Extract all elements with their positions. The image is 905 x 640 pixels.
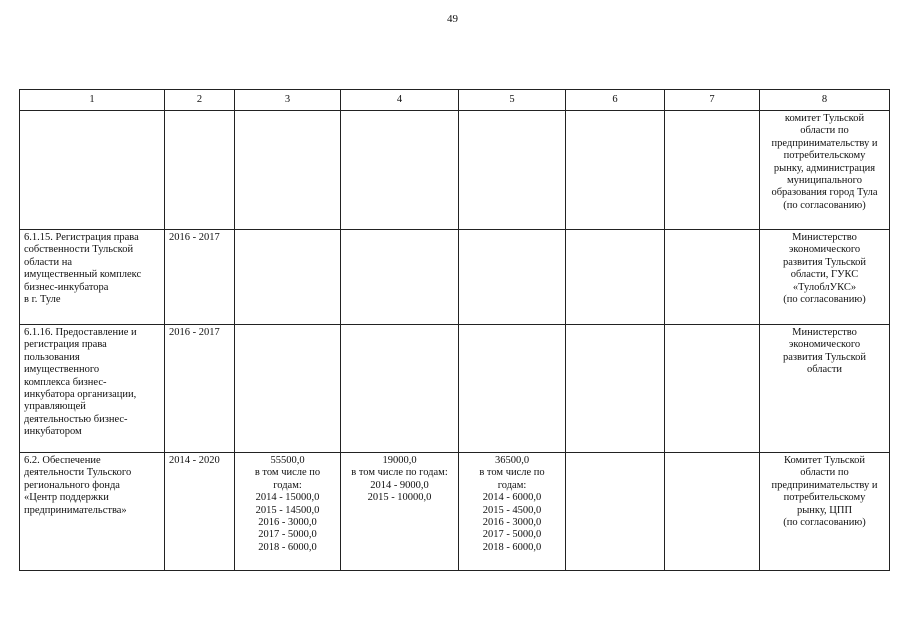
- table-cell-col-3: [235, 453, 341, 571]
- cell-text-line: бизнес-инкубатора: [24, 281, 109, 293]
- cell-text-line: инкубатором: [24, 426, 82, 438]
- table-cell-col-2: [165, 111, 235, 230]
- cell-text-line: Министерство: [792, 327, 857, 338]
- cell-text-line: управляющей: [24, 401, 86, 413]
- cell-text-line: «Центр поддержки: [24, 492, 109, 504]
- table-cell-col-3: [235, 111, 341, 230]
- cell-text-line: 2016 - 2017: [169, 327, 220, 338]
- cell-text-line: 2014 - 2020: [169, 455, 220, 466]
- cell-text-line: 2014 - 6000,0: [482, 492, 542, 504]
- cell-text-line: 2015 - 14500,0: [255, 504, 320, 516]
- header-col-1: 1: [20, 90, 165, 111]
- cell-text-line: области по: [800, 125, 849, 137]
- table-cell-col-7: [665, 111, 760, 230]
- header-col-2: 2: [165, 90, 235, 111]
- table-cell-col-6: [566, 111, 665, 230]
- cell-text-line: области, ГУКС: [790, 269, 859, 281]
- table-row: [20, 325, 890, 453]
- table-cell-col-4: [341, 111, 459, 230]
- table-cell-col-4: [341, 230, 459, 325]
- cell-text-line: годам:: [497, 479, 527, 491]
- cell-text-line: образования город Тула: [771, 187, 878, 199]
- cell-text-line: 2017 - 5000,0: [258, 529, 317, 541]
- cell-text-line: предпринимательства»: [24, 504, 127, 516]
- cell-text-line: развития Тульской: [782, 256, 867, 268]
- cell-text-line: 19000,0: [382, 455, 417, 466]
- cell-text-line: в г. Туле: [24, 294, 61, 306]
- program-table: [19, 89, 890, 571]
- header-col-4: 4: [341, 90, 459, 111]
- header-col-3: 3: [235, 90, 341, 111]
- table-cell-col-3: [235, 230, 341, 325]
- table-cell-col-8: [760, 325, 890, 453]
- cell-text-line: «ТулоблУКС»: [792, 281, 857, 293]
- cell-text-line: 2016 - 3000,0: [482, 517, 542, 529]
- table-cell-col-2: [165, 230, 235, 325]
- cell-text-line: предпринимательству и: [771, 137, 878, 149]
- table-cell-col-2: [165, 325, 235, 453]
- cell-text-line: 6.1.16. Предоставление и: [24, 327, 137, 338]
- table-cell-col-8: [760, 111, 890, 230]
- cell-text-line: области по: [800, 467, 849, 479]
- cell-text-line: (по согласованию): [783, 294, 866, 306]
- table-cell-col-6: [566, 230, 665, 325]
- cell-text-line: комитет Тульской: [784, 113, 865, 124]
- cell-text-line: имущественного: [24, 364, 100, 376]
- cell-text-line: 2017 - 5000,0: [482, 529, 542, 541]
- cell-text-line: собственности Тульской: [24, 244, 134, 256]
- table-cell-col-7: [665, 453, 760, 571]
- cell-text-line: 2014 - 15000,0: [255, 492, 320, 504]
- cell-text-line: потребительскому: [783, 150, 866, 162]
- table-row: [20, 453, 890, 571]
- table-cell-col-1: [20, 230, 165, 325]
- cell-text-line: комплекса бизнес-: [24, 376, 107, 388]
- table-cell-col-7: [665, 325, 760, 453]
- header-col-8: 8: [760, 90, 890, 111]
- cell-text-line: области: [806, 364, 843, 376]
- table-row: [20, 230, 890, 325]
- cell-text-line: имущественный комплекс: [24, 269, 142, 281]
- table-cell-col-5: [459, 325, 566, 453]
- table-cell-col-2: [165, 453, 235, 571]
- cell-text-line: потребительскому: [783, 492, 866, 504]
- cell-text-line: развития Тульской: [782, 351, 867, 363]
- cell-text-line: 6.2. Обеспечение: [24, 455, 101, 466]
- header-row: [20, 90, 890, 111]
- cell-text-line: экономического: [788, 339, 861, 351]
- table-cell-col-3: [235, 325, 341, 453]
- cell-text-line: регистрация права: [24, 339, 107, 351]
- table-cell-col-1: [20, 111, 165, 230]
- cell-text-line: рынку, администрация: [773, 162, 876, 174]
- header-col-6: 6: [566, 90, 665, 111]
- table-cell-col-5: [459, 230, 566, 325]
- cell-text-line: 36500,0: [494, 455, 530, 466]
- cell-text-line: 2015 - 10000,0: [367, 492, 432, 504]
- header-col-7: 7: [665, 90, 760, 111]
- cell-text-line: в том числе по: [479, 467, 545, 479]
- table-row: [20, 111, 890, 230]
- cell-text-line: 2015 - 4500,0: [482, 504, 542, 516]
- cell-text-line: 2016 - 2017: [169, 232, 220, 243]
- cell-text-line: 55500,0: [270, 455, 305, 466]
- cell-text-line: в том числе по годам:: [351, 467, 448, 479]
- cell-text-line: годам:: [273, 479, 302, 491]
- cell-text-line: в том числе по: [254, 467, 321, 479]
- cell-text-line: Министерство: [792, 232, 857, 243]
- table-cell-col-4: [341, 453, 459, 571]
- cell-text-line: 2014 - 9000,0: [370, 479, 429, 491]
- table-cell-col-1: [20, 453, 165, 571]
- table-cell-col-5: [459, 111, 566, 230]
- cell-text-line: 6.1.15. Регистрация права: [24, 232, 139, 243]
- table-cell-col-5: [459, 453, 566, 571]
- table-cell-col-6: [566, 453, 665, 571]
- table-cell-col-7: [665, 230, 760, 325]
- cell-text-line: пользования: [24, 351, 80, 363]
- table-cell-col-1: [20, 325, 165, 453]
- cell-text-line: деятельностью бизнес-: [24, 413, 128, 425]
- cell-text-line: 2018 - 6000,0: [482, 541, 542, 553]
- cell-text-line: регионального фонда: [24, 479, 120, 491]
- cell-text-line: инкубатора организации,: [24, 389, 137, 401]
- cell-text-line: рынку, ЦПП: [796, 504, 853, 516]
- cell-text-line: области на: [24, 256, 73, 268]
- table-cell-col-8: [760, 453, 890, 571]
- cell-text-line: муниципального: [787, 175, 862, 187]
- cell-text-line: экономического: [788, 244, 861, 256]
- cell-text-line: 2016 - 3000,0: [258, 517, 317, 529]
- cell-text-line: предпринимательству и: [771, 479, 878, 491]
- cell-text-line: (по согласованию): [783, 517, 866, 529]
- cell-text-line: 2018 - 6000,0: [258, 541, 317, 553]
- header-col-5: 5: [459, 90, 566, 111]
- cell-text-line: деятельности Тульского: [24, 467, 132, 479]
- table-cell-col-8: [760, 230, 890, 325]
- table-cell-col-6: [566, 325, 665, 453]
- cell-text-line: Комитет Тульской: [783, 455, 866, 466]
- page-number: 49: [447, 13, 458, 25]
- table-cell-col-4: [341, 325, 459, 453]
- cell-text-line: (по согласованию): [783, 199, 866, 211]
